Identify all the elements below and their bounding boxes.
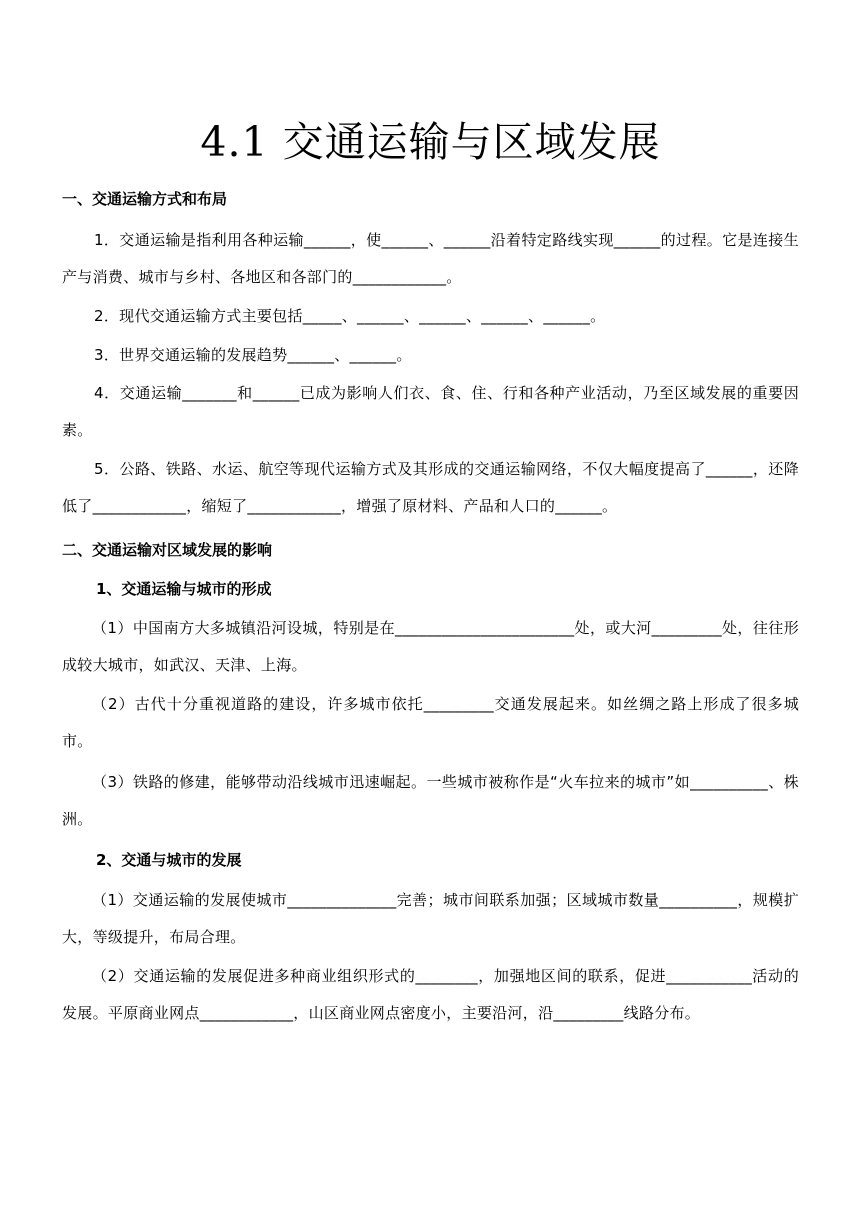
- subsection-heading-2: 2、交通与城市的发展: [96, 851, 242, 869]
- section-heading-2: 二、交通运输对区域发展的影响: [62, 541, 273, 559]
- paragraph-item-2: 2．现代交通运输方式主要包括_____、______、______、______、______。: [94, 307, 606, 325]
- page-title: 4.1 交通运输与区域发展: [200, 118, 661, 166]
- paragraph-item-3: 3．世界交通运输的发展趋势______、______。: [94, 346, 412, 364]
- paragraph-city-development-1: （1）交通运输的发展使城市______________完善；城市间联系加强；区域城市数量__________，规模扩大，等级提升，布局合理。: [62, 891, 799, 946]
- paragraph-city-development-2: （2）交通运输的发展促进多种商业组织形式的________，加强地区间的联系，促进___________活动的发展。平原商业网点____________，山区商业网点密度小，主要沿河，沿_________线路分布。: [62, 967, 799, 1022]
- paragraph-item-1: 1．交通运输是指利用各种运输______，使______、______沿着特定路线实现______的过程。它是连接生产与消费、城市与乡村、各地区和各部门的____________。: [62, 231, 799, 286]
- paragraph-item-4: 4．交通运输_______和______已成为影响人们衣、食、住、行和各种产业活动，乃至区域发展的重要因素。: [62, 384, 799, 439]
- paragraph-city-formation-1: （1）中国南方大多城镇沿河设城，特别是在_______________________处，或大河_________处，往往形成较大城市，如武汉、天津、上海。: [62, 619, 799, 674]
- subsection-heading-1: 1、交通运输与城市的形成: [96, 580, 272, 598]
- paragraph-city-formation-2: （2）古代十分重视道路的建设，许多城市依托_________交通发展起来。如丝绸之路上形成了很多城市。: [62, 695, 799, 750]
- paragraph-item-5: 5．公路、铁路、水运、航空等现代运输方式及其形成的交通运输网络，不仅大幅度提高了______，还降低了____________，缩短了____________，增强了原材料、产品和人口的______。: [62, 460, 799, 515]
- section-heading-1: 一、交通运输方式和布局: [62, 190, 228, 208]
- paragraph-city-formation-3: （3）铁路的修建，能够带动沿线城市迅速崛起。一些城市被称作是“火车拉来的城市”如__________、株洲。: [62, 773, 799, 828]
